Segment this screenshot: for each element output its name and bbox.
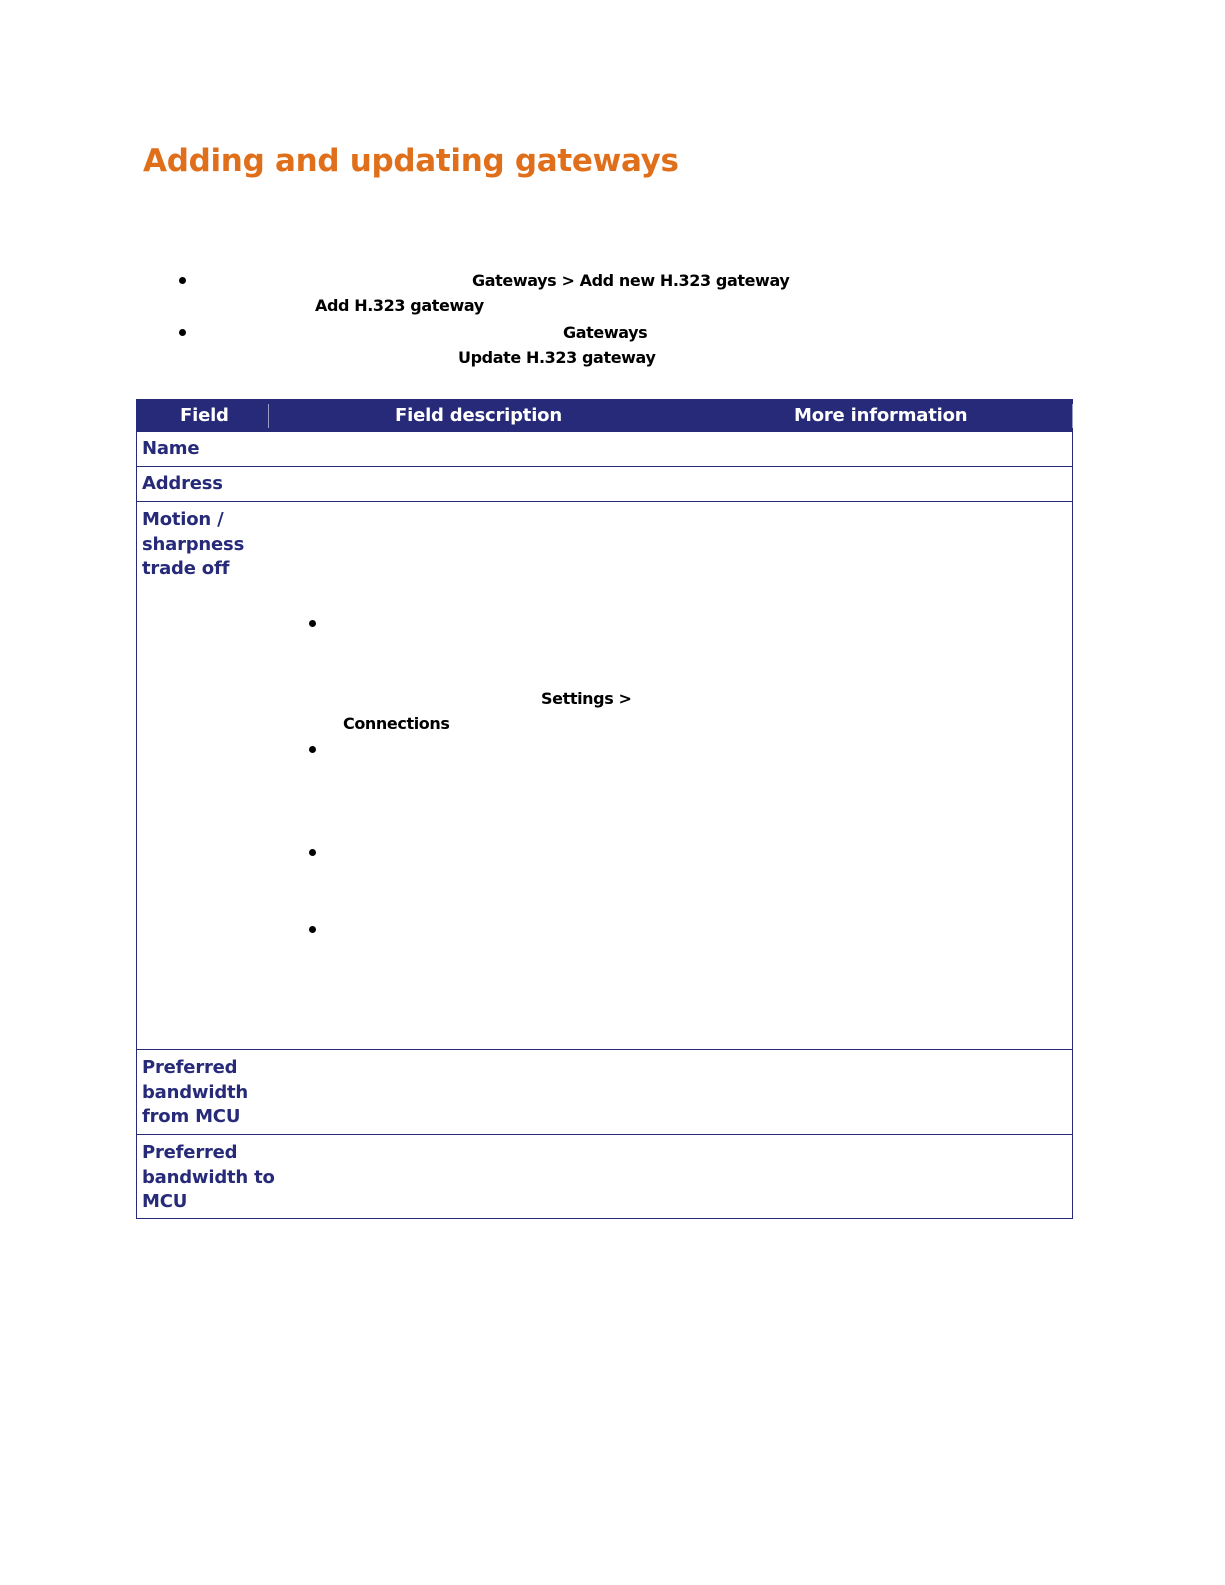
intro-bullet-list bbox=[0, 0, 1225, 380]
intro-item-2-page-name: Update H.323 gateway bbox=[458, 348, 656, 367]
connections-page-name: Connections bbox=[343, 714, 450, 733]
field-name-line: Name bbox=[142, 438, 200, 459]
table-row-bandwidth-to-mcu bbox=[142, 1141, 275, 1215]
row-divider bbox=[137, 501, 1072, 502]
field-name-line: from MCU bbox=[142, 1106, 241, 1127]
header-more-information: More information bbox=[794, 405, 968, 426]
field-name-line: bandwidth to bbox=[142, 1166, 275, 1188]
intro-item-1-menu-path: Gateways > Add new H.323 gateway bbox=[472, 271, 790, 290]
field-name-line: trade off bbox=[142, 558, 230, 579]
field-name-line: Address bbox=[142, 473, 223, 494]
header-field: Field bbox=[180, 405, 229, 426]
table-row-bandwidth-from-mcu bbox=[142, 1056, 248, 1130]
header-divider bbox=[1072, 404, 1073, 428]
bullet-icon bbox=[309, 620, 316, 627]
gateway-fields-table bbox=[136, 399, 1073, 1219]
field-name-line: Motion / bbox=[142, 509, 224, 530]
header-divider bbox=[268, 404, 269, 428]
intro-item-1-page-name: Add H.323 gateway bbox=[315, 296, 484, 315]
page-title: Adding and updating gateways bbox=[143, 143, 679, 179]
header-field-description: Field description bbox=[395, 405, 562, 426]
row-divider bbox=[137, 466, 1072, 467]
table-row-motion-sharpness bbox=[142, 508, 244, 582]
bullet-icon bbox=[309, 926, 316, 933]
field-name-line: bandwidth bbox=[142, 1081, 249, 1103]
bullet-icon bbox=[309, 746, 316, 753]
row-divider bbox=[137, 1049, 1072, 1050]
bullet-icon bbox=[179, 277, 186, 284]
bullet-icon bbox=[309, 849, 316, 856]
settings-menu-path: Settings > bbox=[541, 689, 632, 708]
table-row-address bbox=[142, 472, 223, 497]
bullet-icon bbox=[179, 329, 186, 336]
table-header bbox=[137, 400, 1072, 432]
intro-item-2-menu-path: Gateways bbox=[563, 323, 648, 342]
field-name-line: MCU bbox=[142, 1191, 188, 1212]
row-divider bbox=[137, 1134, 1072, 1135]
field-name-line: Preferred bbox=[142, 1142, 238, 1163]
field-name-line: Preferred bbox=[142, 1057, 238, 1078]
field-name-line: sharpness bbox=[142, 533, 245, 555]
table-row-name bbox=[142, 437, 199, 462]
